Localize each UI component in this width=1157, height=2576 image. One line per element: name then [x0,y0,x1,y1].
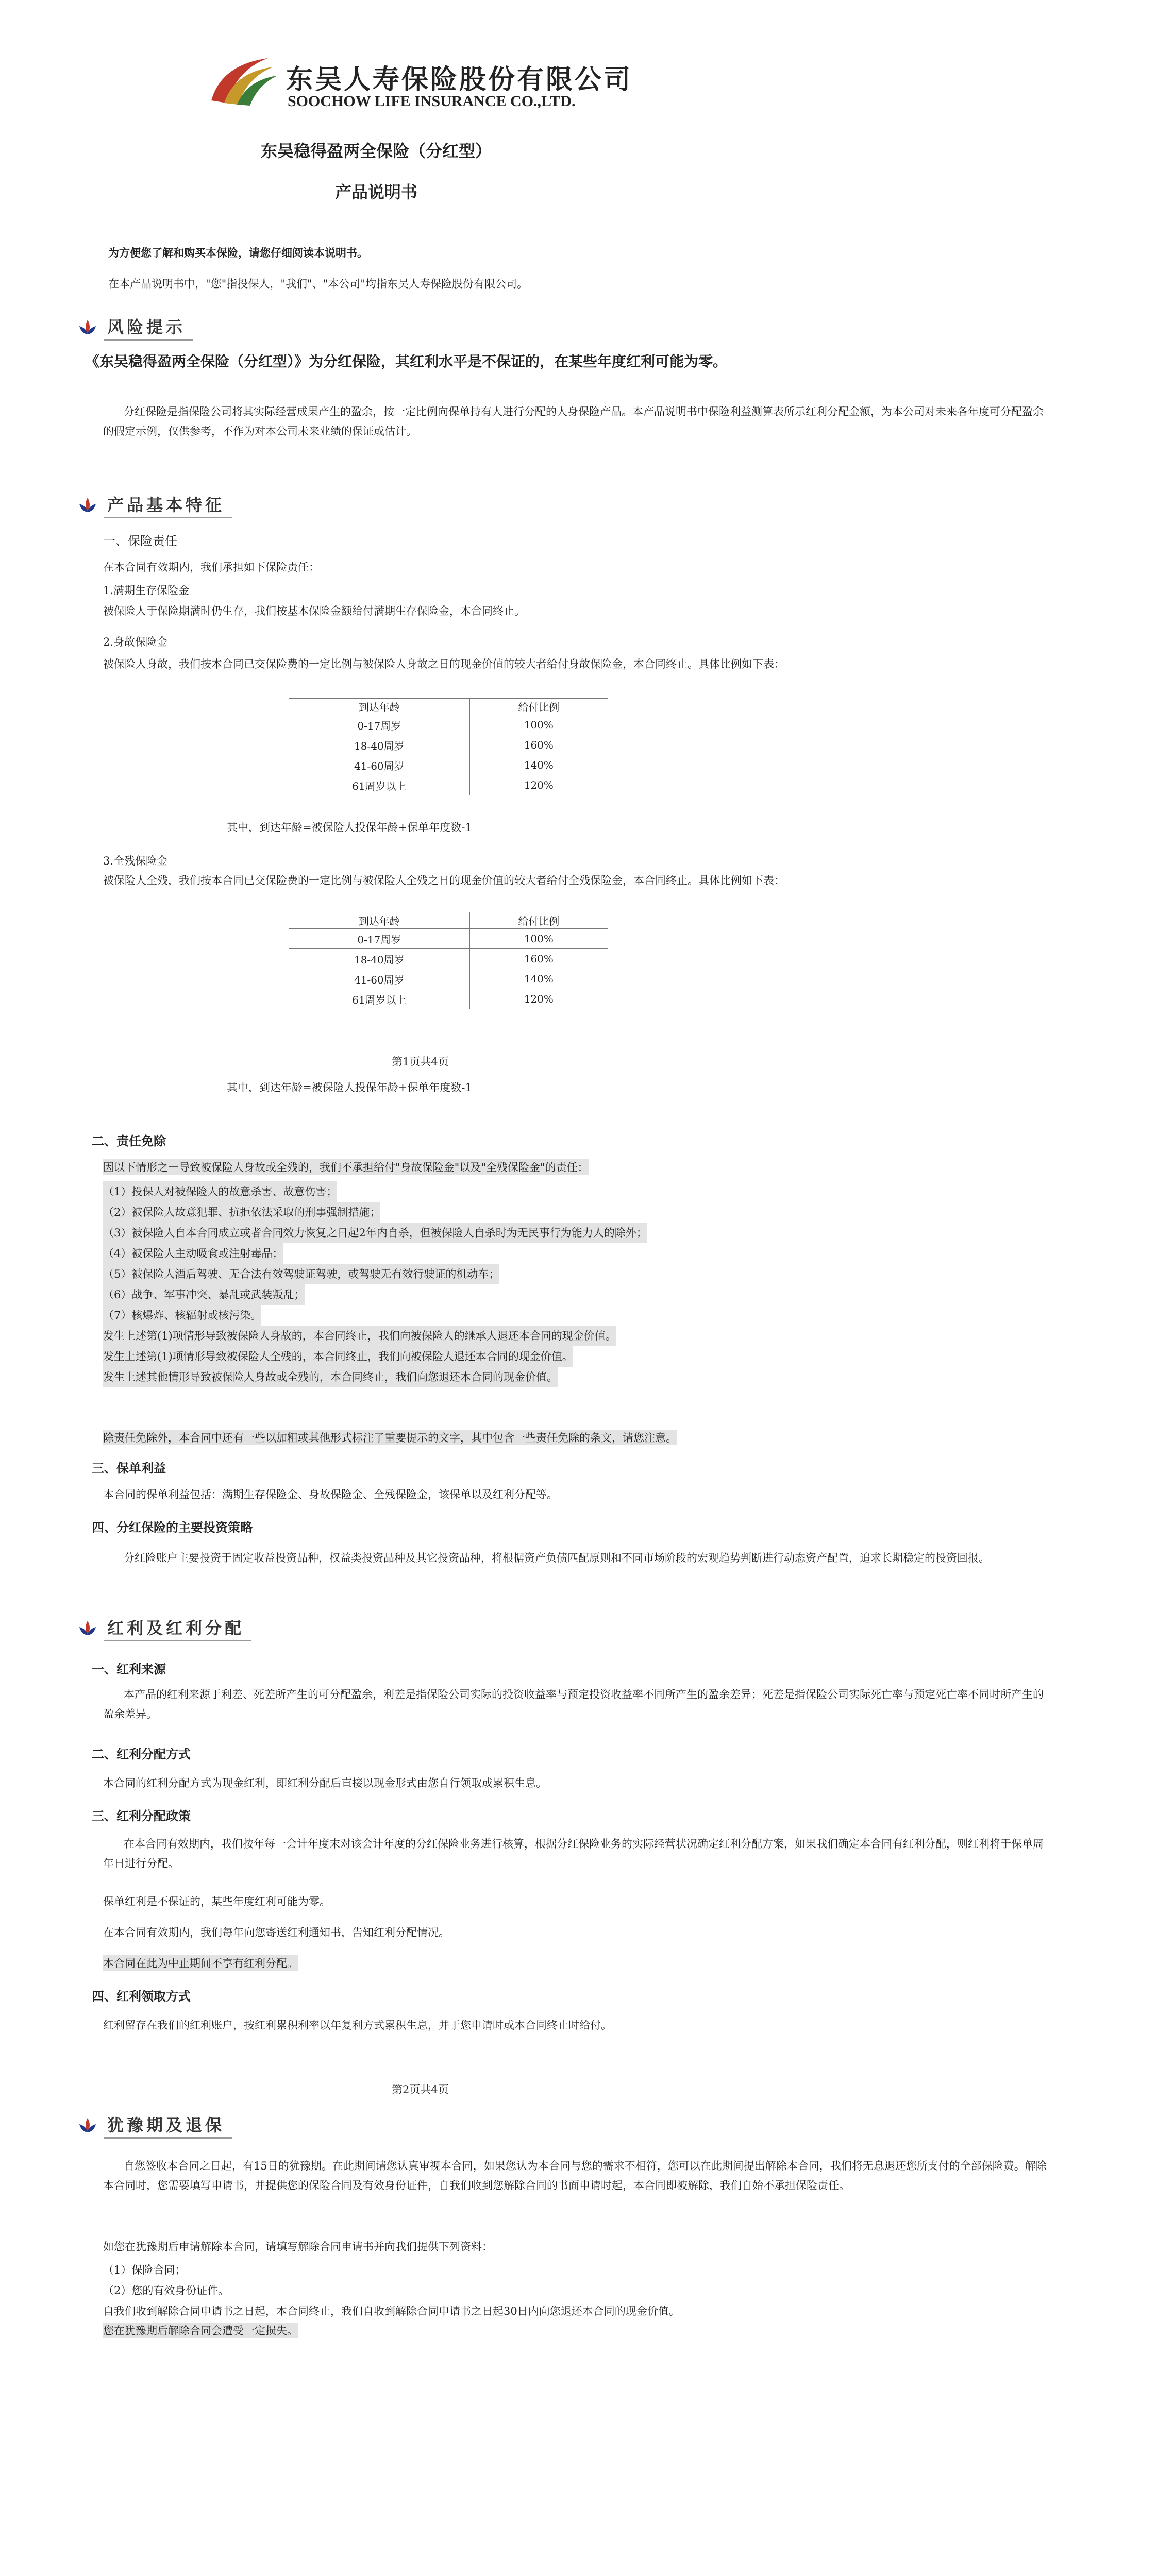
exclusion-title: 二、责任免除 [92,1133,166,1148]
dividend-s3: 三、红利分配政策 [92,1808,191,1823]
dividend-s4: 四、红利领取方式 [92,1989,191,2004]
item3-title: 3.全残保险金 [103,855,168,867]
logo-swoosh-icon [206,49,278,111]
benefits-title: 三、保单利益 [92,1461,166,1476]
table-header: 到达年龄 [289,699,470,715]
coolingoff-banner [77,2112,232,2138]
dividend-s2-body: 本合同的红利分配方式为现金红利，即红利分配后直接以现金形式由您自行领取或累积生息。 [103,1777,547,1789]
coolingoff-l2: （2）您的有效身份证件。 [103,2284,229,2297]
page-number: 第2页共4页 [392,2083,449,2096]
coolingoff-body1: 自您签收本合同之日起，有15日的犹豫期。在此期间请您认真审视本合同，如果您认为本合同与您的需求不相符，您可以在此期间提出解除本合同，我们将无息退还您所支付的全部保险费。解除本合同时，您需要填写申请书，并提供您的保险合同及有效身份证件，自我们收到您解除合同的书面申请时起，本合同即被解除，我们自始不承担保险责任。 [103,2160,1047,2192]
table-row: 61周岁以上 120% [289,775,608,795]
lotus-icon [77,317,98,337]
list-item: 发生上述其他情形导致被保险人身故或全残的，本合同终止，我们向您退还本合同的现金价值。 [103,1367,558,1387]
list-item: （1）投保人对被保险人的故意杀害、故意伤害； [103,1181,337,1202]
strategy-body: 分红险账户主要投资于固定收益投资品种，权益类投资品种及其它投资品种，将根据资产负债匹配原则和不同市场阶段的宏观趋势判断进行动态资产配置，追求长期稳定的投资回报。 [124,1552,990,1564]
basic-banner-title: 产品基本特征 [104,492,232,518]
coolingoff-banner-title: 犹豫期及退保 [104,2112,232,2139]
product-title: 东吴稳得盈两全保险（分红型） [260,141,492,161]
table-row: 41-60周岁 140% [289,969,608,989]
death-benefit-table [289,698,608,795]
table-header: 给付比例 [469,912,608,929]
doc-title: 产品说明书 [334,182,417,202]
list-item: （3）被保险人自本合同成立或者合同效力恢复之日起2年内自杀，但被保险人自杀时为无民事行为能力人的除外； [103,1223,647,1243]
table-row: 61周岁以上 120% [289,989,608,1009]
table-header: 给付比例 [469,699,608,715]
list-item: （5）被保险人酒后驾驶、无合法有效驾驶证驾驶，或驾驶无有效行驶证的机动车； [103,1264,499,1284]
table-row: 18-40周岁 160% [289,949,608,969]
age-note: 其中，到达年龄=被保险人投保年龄+保单年度数-1 [227,821,472,834]
risk-banner-title: 风险提示 [104,314,193,341]
coolingoff-body3: 自我们收到解除合同申请书之日起，本合同终止，我们自收到解除合同申请书之日起30日内向您退还本合同的现金价值。 [103,2305,680,2317]
benefits-body: 本合同的保单利益包括：满期生存保险金、身故保险金、全残保险金，该保单以及红利分配等。 [103,1488,558,1501]
table-row: 18-40周岁 160% [289,735,608,755]
company-name-en: SOOCHOW LIFE INSURANCE CO.,LTD. [288,93,576,110]
coolingoff-l1: （1）保险合同； [103,2264,186,2276]
dividend-s3-body: 在本合同有效期内，我们按年每一会计年度末对该会计年度的分红保险业务进行核算，根据分红保险业务的实际经营状况确定红利分配方案，如果我们确定本合同有红利分配，则红利将于保单周年日进行分配。 [103,1838,1044,1870]
list-item: （7）核爆炸、核辐射或核污染。 [103,1305,261,1326]
item2-body: 被保险人身故，我们按本合同已交保险费的一定比例与被保险人身故之日的现金价值的较大者给付身故保险金，本合同终止。具体比例如下表： [103,658,785,670]
risk-banner [77,314,193,340]
risk-body: 分红保险是指保险公司将其实际经营成果产生的盈余，按一定比例向保单持有人进行分配的人身保险产品。本产品说明书中保险利益测算表所示红利分配金额，为本公司对未来各年度可分配盈余的假定示例，仅供参考，不作为对本公司未来业绩的保证或估计。 [103,405,1044,437]
basic-banner [77,492,232,518]
age-note: 其中，到达年龄=被保险人投保年龄+保单年度数-1 [227,1081,472,1094]
page-number: 第1页共4页 [392,1056,449,1068]
item2-title: 2.身故保险金 [103,636,168,648]
exclusion-note: 除责任免除外，本合同中还有一些以加粗或其他形式标注了重要提示的文字，其中包含一些责任免除的条文，请您注意。 [103,1430,677,1445]
lotus-icon [77,2115,98,2136]
table-row: 0-17周岁 100% [289,929,608,949]
disability-benefit-table [289,912,608,1009]
table-row: 0-17周岁 100% [289,715,608,735]
risk-bold: 《东吴稳得盈两全保险（分红型）》为分红保险，其红利水平是不保证的，在某些年度红利可能为零。 [85,353,728,370]
dividend-s1-body: 本产品的红利来源于利差、死差所产生的可分配盈余，利差是指保险公司实际的投资收益率与预定投资收益率不同所产生的盈余差异；死差是指保险公司实际死亡率与预定死亡率不同时所产生的盈余差异。 [103,1688,1044,1720]
dividend-s4-body: 红利留存在我们的红利账户，按红利累积利率以年复利方式累积生息，并于您申请时或本合同终止时给付。 [103,2019,612,2031]
table-header: 到达年龄 [289,912,470,929]
list-item: （4）被保险人主动吸食或注射毒品； [103,1243,283,1264]
intro-line2: 在本产品说明书中，"您"指投保人，"我们"、"本公司"均指东吴人寿保险股份有限公司。 [108,278,528,290]
strategy-title: 四、分红保险的主要投资策略 [92,1520,253,1535]
list-item: （6）战争、军事冲突、暴乱或武装叛乱； [103,1284,305,1305]
dividend-banner [77,1615,251,1641]
dividend-s1: 一、红利来源 [92,1662,166,1676]
company-logo [206,49,278,111]
table-row: 41-60周岁 140% [289,755,608,775]
company-name-cn: 东吴人寿保险股份有限公司 [286,64,633,95]
lotus-icon [77,1618,98,1638]
list-item: 发生上述第(1)项情形导致被保险人全残的，本合同终止，我们向被保险人退还本合同的现金价值。 [103,1346,573,1367]
exclusion-list [103,1181,647,1387]
dividend-banner-title: 红利及红利分配 [104,1615,251,1641]
dividend-s3-line3: 在本合同有效期内，我们每年向您寄送红利通知书，告知红利分配情况。 [103,1926,449,1939]
section-1-intro: 在本合同有效期内，我们承担如下保险责任： [103,561,320,573]
coolingoff-body4: 您在犹豫期后解除合同会遭受一定损失。 [103,2323,298,2338]
exclusion-intro: 因以下情形之一导致被保险人身故或全残的，我们不承担给付"身故保险金"以及"全残保险金"的责任： [103,1159,589,1175]
intro-line1: 为方便您了解和购买本保险，请您仔细阅读本说明书。 [108,246,368,259]
item1-body: 被保险人于保险期满时仍生存，我们按基本保险金额给付满期生存保险金，本合同终止。 [103,605,525,617]
coolingoff-body2: 如您在犹豫期后申请解除本合同，请填写解除合同申请书并向我们提供下列资料： [103,2241,493,2253]
list-item: （2）被保险人故意犯罪、抗拒依法采取的刑事强制措施； [103,1202,380,1223]
item3-body: 被保险人全残，我们按本合同已交保险费的一定比例与被保险人全残之日的现金价值的较大者给付全残保险金，本合同终止。具体比例如下表： [103,874,785,887]
lotus-icon [77,495,98,515]
section-1-title: 一、保险责任 [103,534,177,548]
item1-title: 1.满期生存保险金 [103,584,190,597]
dividend-s2: 二、红利分配方式 [92,1747,191,1761]
dividend-s3-line2: 保单红利是不保证的，某些年度红利可能为零。 [103,1895,330,1908]
dividend-s3-line4: 本合同在此为中止期间不享有红利分配。 [103,1955,298,1971]
list-item: 发生上述第(1)项情形导致被保险人身故的，本合同终止，我们向被保险人的继承人退还本合同的现金价值。 [103,1326,616,1346]
